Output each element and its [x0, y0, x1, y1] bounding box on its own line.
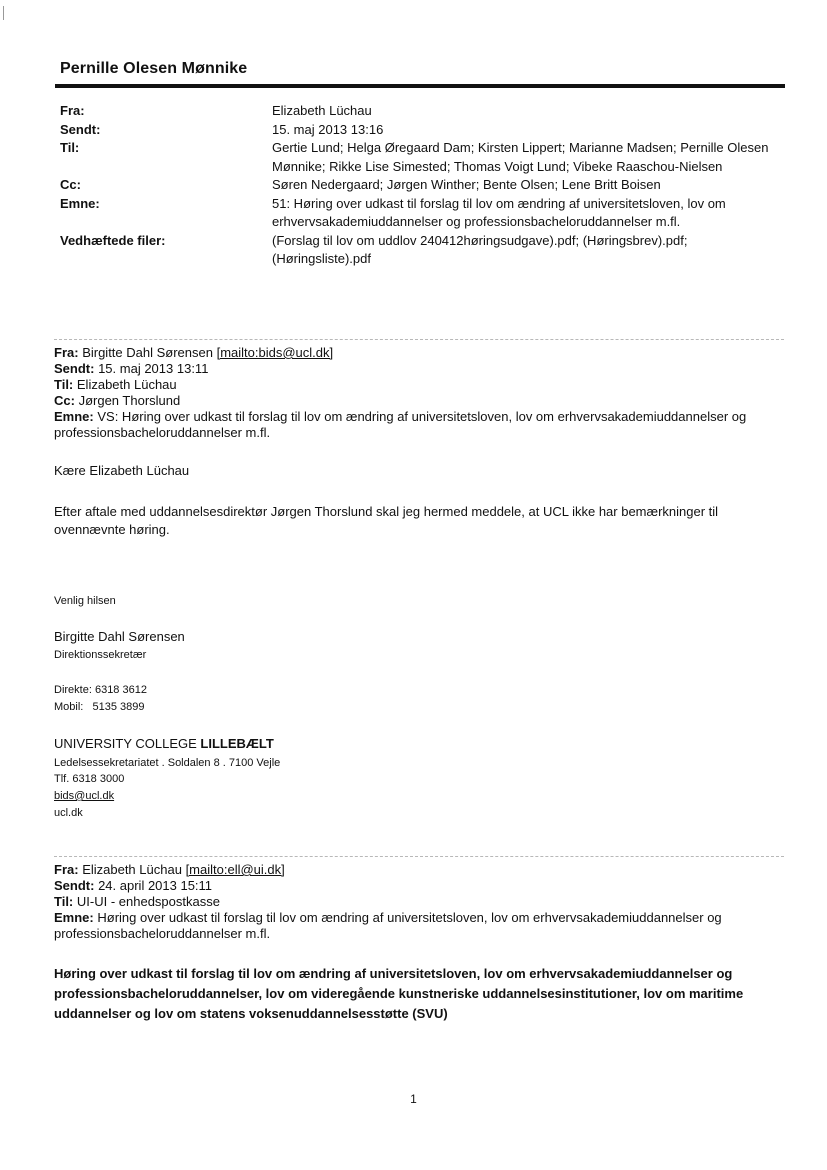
m1-signer-name: Birgitte Dahl Sørensen — [54, 629, 185, 644]
m1-sent-value: 15. maj 2013 13:11 — [98, 361, 209, 376]
m1-to-value: Elizabeth Lüchau — [76, 377, 177, 392]
m1-from-label: Fra: — [54, 345, 79, 360]
cc-label: Cc: — [60, 177, 81, 192]
header-attachments-row — [60, 232, 790, 269]
m1-subject-line — [54, 409, 794, 441]
header-to-row — [60, 139, 790, 176]
m1-subject-label: Emne: — [54, 409, 94, 424]
m2-from-line — [54, 862, 794, 878]
m1-mobile-phone: Mobil: 5135 3899 — [54, 701, 145, 713]
m1-phone: Tlf. 6318 3000 — [54, 773, 125, 785]
m1-email — [54, 788, 794, 804]
m1-email-link[interactable]: bids@ucl.dk — [54, 790, 115, 802]
m1-web: ucl.dk — [54, 807, 83, 819]
sent-label: Sendt: — [60, 121, 101, 137]
m2-subject-line — [54, 910, 794, 942]
m1-closing: Venlig hilsen — [54, 595, 116, 607]
mailbox-owner-name: Pernille Olesen Mønnike — [60, 60, 248, 77]
m1-mailto-link[interactable]: [mailto:bids@ucl.dk] — [216, 345, 334, 360]
m1-signer-title: Direktionssekretær — [54, 649, 147, 661]
page-number: 1 — [410, 1092, 417, 1106]
m1-from-value: Birgitte Dahl Sørensen — [82, 345, 213, 360]
m2-to-line — [54, 894, 794, 910]
m1-subject-value: VS: Høring over udkast til forslag til lov om ændring af universitetsloven, lov om erhvervsakademiuddannelser og professionsbacheloruddannelser m.fl. — [54, 409, 747, 440]
m1-from-line — [54, 345, 794, 361]
m1-to-line — [54, 377, 794, 393]
m1-cc-value: Jørgen Thorslund — [78, 393, 181, 408]
subject-label: Emne: — [60, 195, 100, 211]
m1-direct-phone: Direkte: 6318 3612 — [54, 684, 147, 696]
header-sent-row — [60, 121, 790, 140]
org-name-prefix: UNIVERSITY COLLEGE — [54, 736, 201, 751]
from-label: Fra: — [60, 103, 85, 118]
outer-email-header — [60, 102, 790, 269]
header-subject-row — [60, 195, 790, 232]
to-label: Til: — [60, 140, 80, 155]
m1-address: Ledelsessekretariatet . Soldalen 8 . 7100 Vejle — [54, 757, 281, 769]
header-cc-row — [60, 176, 790, 195]
m2-sent-label: Sendt: — [54, 878, 95, 893]
m1-to-label: Til: — [54, 377, 74, 392]
subject-value: 51: Høring over udkast til forslag til lov om ændring af universitetsloven, lov om erhvervsakademiuddannelser og professionsbacheloruddannelser m.fl. — [272, 195, 726, 229]
header-from-row — [60, 102, 790, 121]
m2-from-label: Fra: — [54, 862, 79, 877]
m2-to-label: Til: — [54, 894, 74, 909]
sent-value: 15. maj 2013 13:16 — [272, 121, 384, 137]
attachments-value: (Forslag til lov om uddlov 240412høringsudgave).pdf; (Høringsbrev).pdf; (Høringsliste).pdf — [272, 232, 688, 266]
attachments-label: Vedhæftede filer: — [60, 232, 166, 248]
m2-bold-body: Høring over udkast til forslag til lov om ændring af universitetsloven, lov om erhvervsakademiuddannelser og professionsbacheloruddannelser, lov om videregående kunstneriske uddannelsesinstitutioner, lov om maritime uddannelser og lov om statens voksenuddannelsesstøtte (SVU) — [54, 966, 744, 1021]
scan-margin-mark — [3, 6, 4, 20]
m2-subject-label: Emne: — [54, 910, 94, 925]
m2-from-value: Elizabeth Lüchau — [82, 862, 182, 877]
message-separator-2 — [54, 856, 784, 857]
message-separator — [54, 339, 784, 340]
org-name-bold: LILLEBÆLT — [200, 736, 274, 751]
m1-cc-label: Cc: — [54, 393, 75, 408]
m2-sent-line — [54, 878, 794, 894]
m1-organization — [54, 736, 794, 752]
m2-sent-value: 24. april 2013 15:11 — [98, 878, 213, 893]
m1-body: Efter aftale med uddannelsesdirektør Jørgen Thorslund skal jeg hermed meddele, at UCL ikke har bemærkninger til ovennævnte høring. — [54, 504, 719, 537]
m2-mailto-link[interactable]: [mailto:ell@ui.dk] — [185, 862, 285, 877]
m1-cc-line — [54, 393, 794, 409]
to-value: Gertie Lund; Helga Øregaard Dam; Kirsten Lippert; Marianne Madsen; Pernille Olesen Mønnike; Rikke Lise Simested; Thomas Voigt Lund; Vibeke Raaschou-Nielsen — [272, 140, 769, 174]
m1-sent-label: Sendt: — [54, 361, 95, 376]
header-rule — [55, 84, 785, 88]
m2-to-value: UI-UI - enhedspostkasse — [76, 894, 220, 909]
forwarded-message-header-1 — [54, 345, 794, 441]
m1-greeting: Kære Elizabeth Lüchau — [54, 463, 190, 478]
m1-sent-line — [54, 361, 794, 377]
m2-subject-value: Høring over udkast til forslag til lov om ændring af universitetsloven, lov om erhvervsakademiuddannelser og professionsbacheloruddannelser m.fl. — [54, 910, 722, 941]
from-value: Elizabeth Lüchau — [272, 103, 372, 118]
forwarded-message-header-2 — [54, 862, 794, 942]
cc-value: Søren Nedergaard; Jørgen Winther; Bente Olsen; Lene Britt Boisen — [272, 177, 661, 192]
